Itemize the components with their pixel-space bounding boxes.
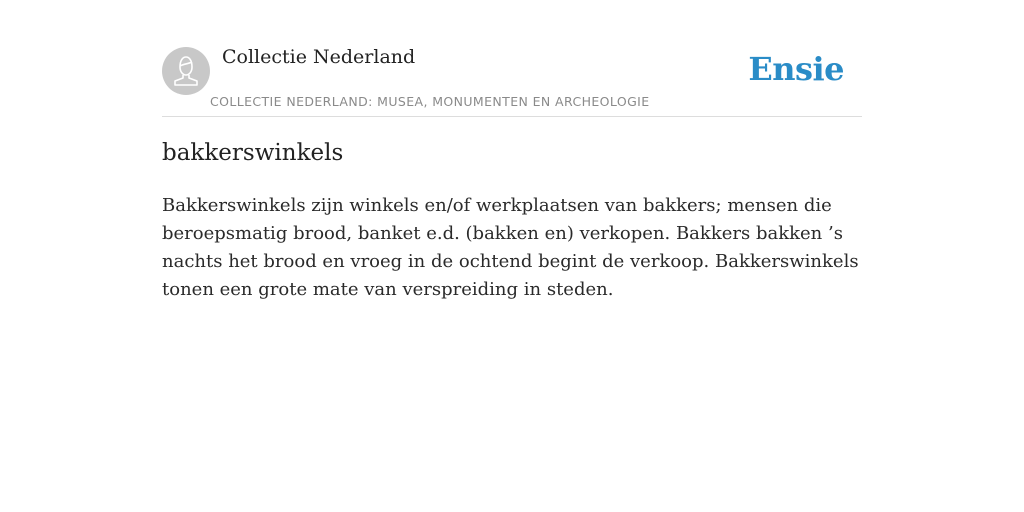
author-name-link[interactable]: Collectie Nederland xyxy=(222,46,416,68)
author-header xyxy=(162,40,862,117)
user-icon xyxy=(162,47,210,95)
ensie-logo[interactable]: Ensie xyxy=(748,50,844,88)
avatar[interactable] xyxy=(162,47,210,95)
author-subtitle-link[interactable]: COLLECTIE NEDERLAND: MUSEA, MONUMENTEN EN ARCHEOLOGIE xyxy=(210,94,650,109)
article-body: Bakkerswinkels zijn winkels en/of werkplaatsen van bakkers; mensen die beroepsmatig brood, banket e.d. (bakken en) verkopen. Bakkers bakken ’s nachts het brood en vroeg in de ochtend begint de verkoop. Bakkerswinkels tonen een grote mate van verspreiding in steden. xyxy=(162,195,859,300)
article-title: bakkerswinkels xyxy=(162,140,344,166)
